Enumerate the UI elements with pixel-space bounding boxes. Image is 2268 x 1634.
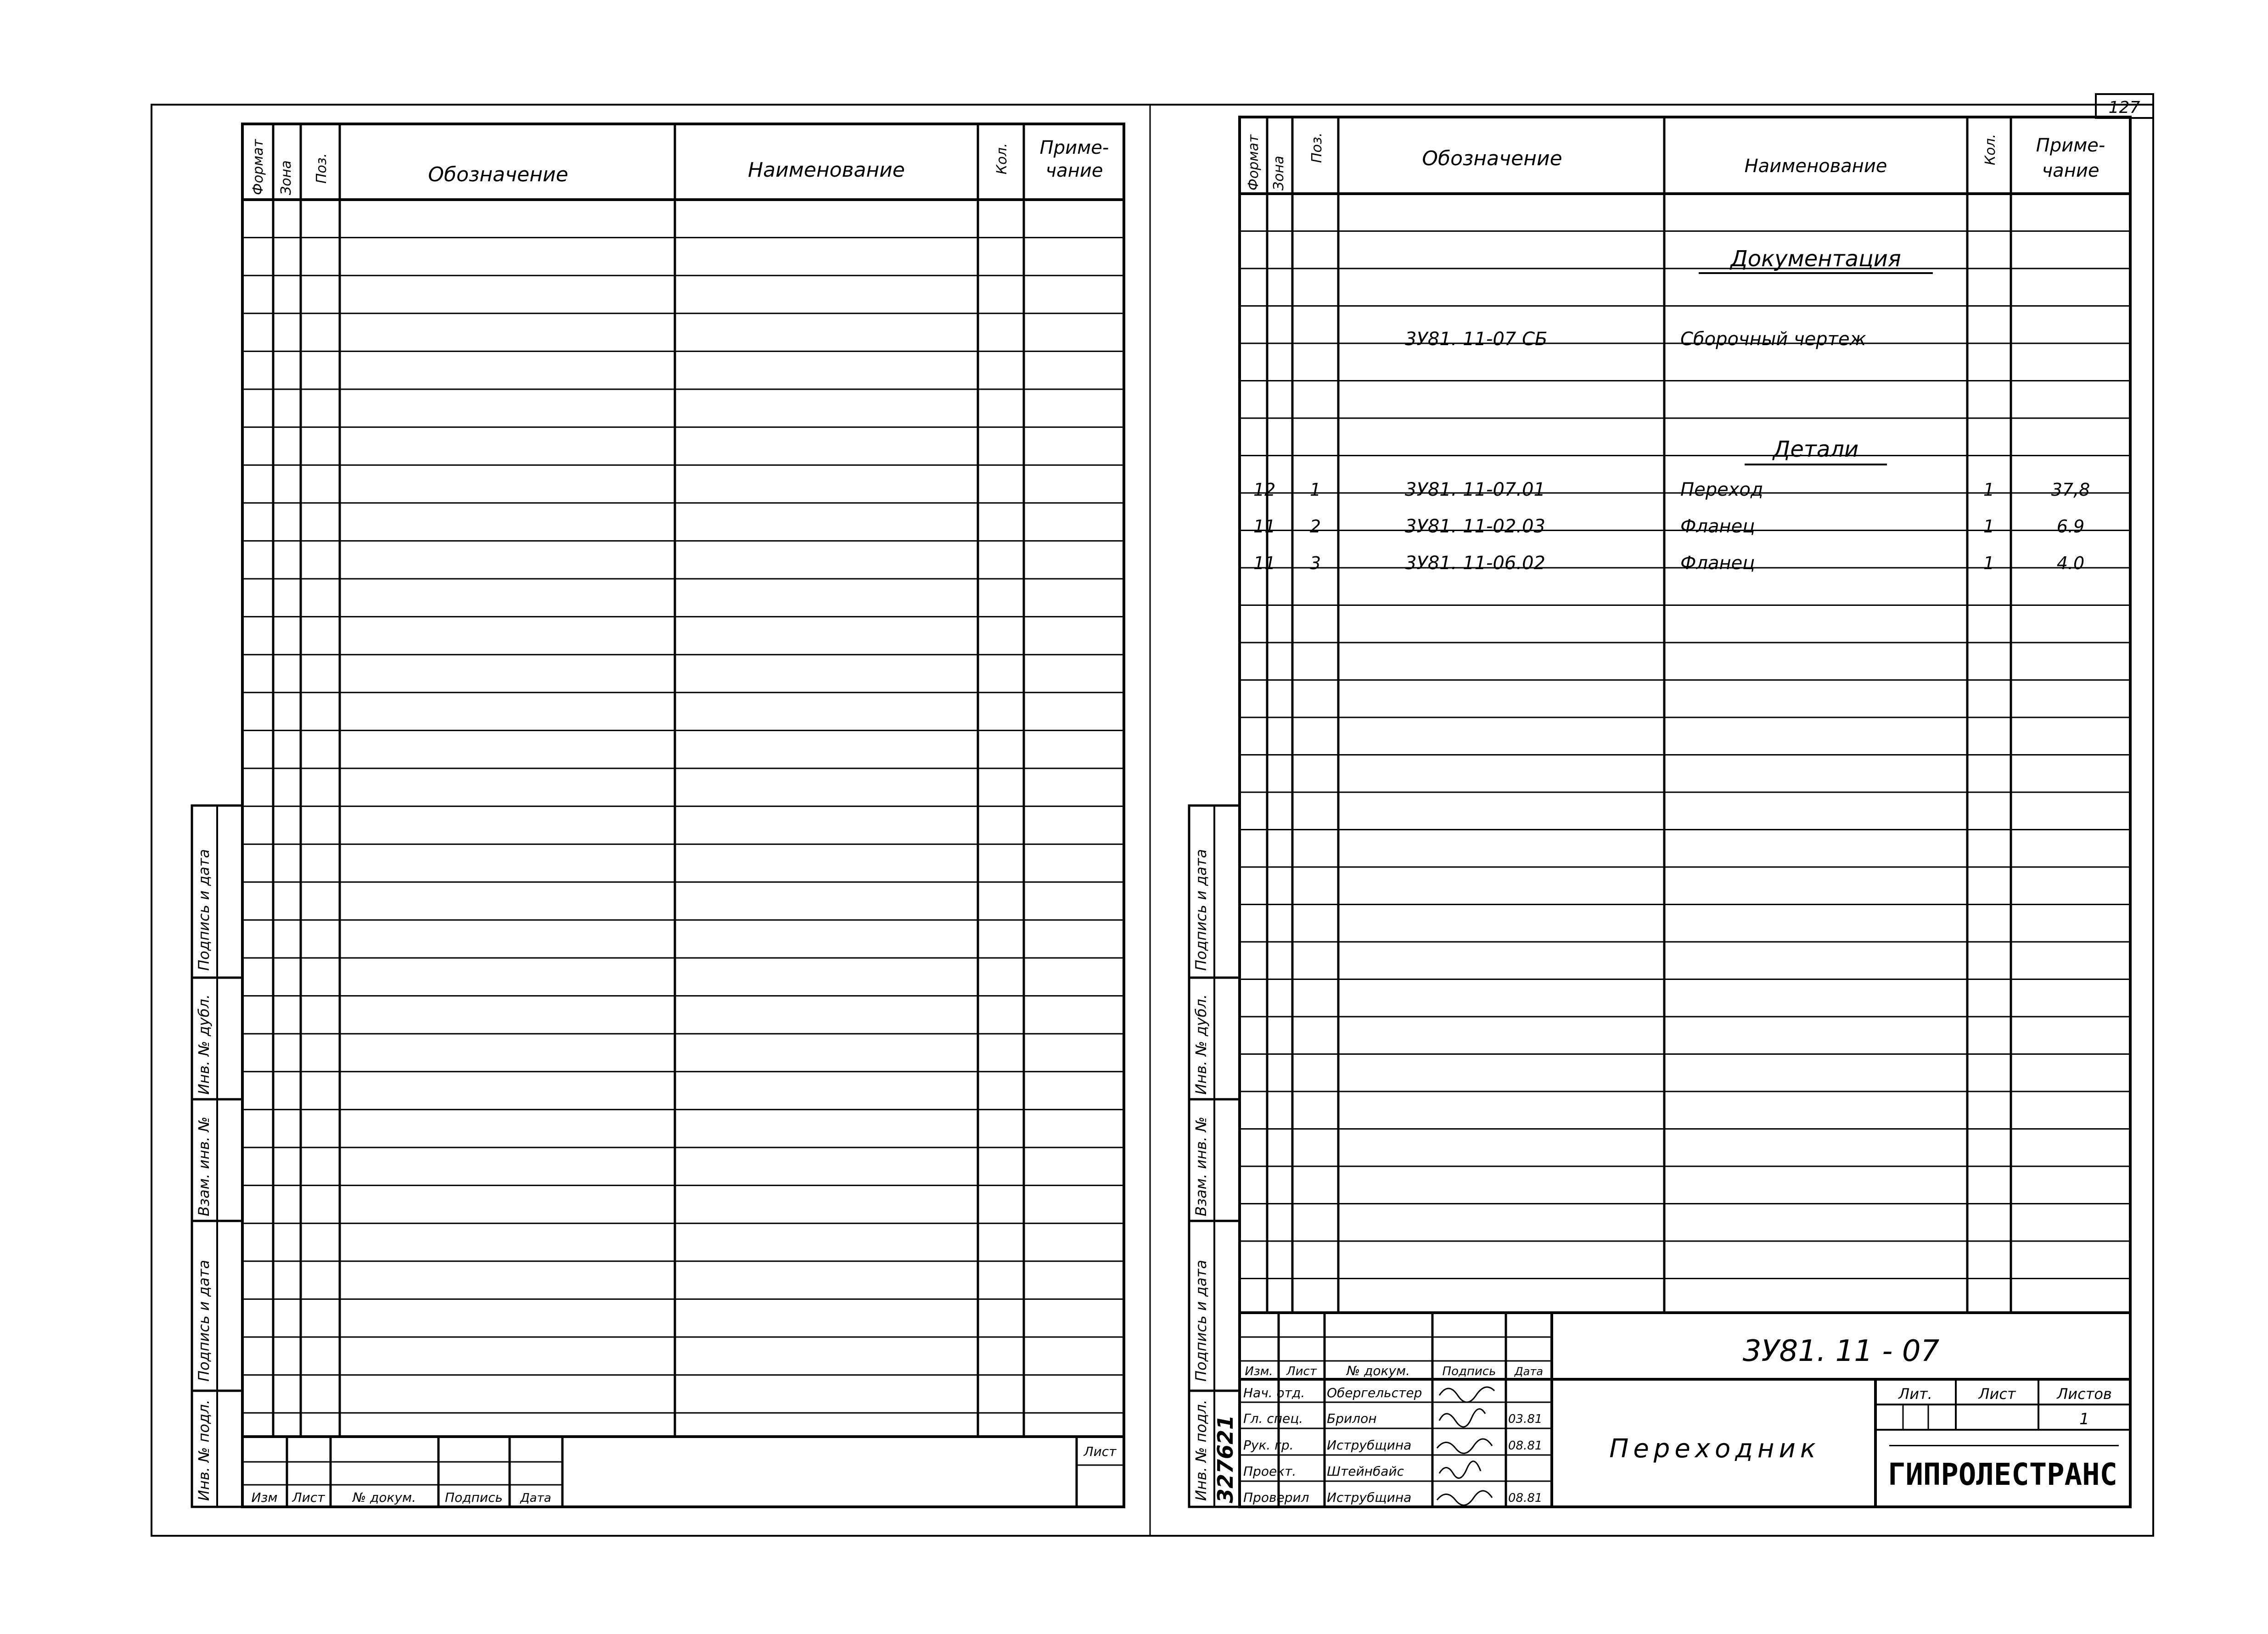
tb-lit-label: Лит. (1898, 1385, 1932, 1403)
right-header-designation: Обозначение (1422, 147, 1562, 170)
right-header-pos: Поз. (1309, 132, 1325, 163)
detail-name: Фланец (1680, 553, 1755, 574)
right-side-sign-date-2: Подпись и дата (1192, 1259, 1210, 1382)
right-side-inv-podl: Инв. № подл. (1192, 1399, 1210, 1501)
detail-pos: 2 (1309, 516, 1321, 537)
left-side-vzam-inv: Взам. инв. № (195, 1116, 213, 1216)
left-stamp-izm: Изм (251, 1490, 278, 1505)
left-stamp-sheet: Лист (1083, 1444, 1117, 1459)
detail-designation: 3У81. 11-02.03 (1405, 516, 1545, 537)
detail-name: Переход (1680, 479, 1763, 500)
section-details: Детали (1773, 436, 1859, 462)
right-spec-rows (1240, 231, 2130, 1279)
right-side-strip (1189, 806, 1240, 1507)
right-side-inv-dubl: Инв. № дубл. (1192, 994, 1210, 1095)
signature-mark (1439, 1461, 1481, 1478)
tb-list-label: Лист (1978, 1385, 2016, 1403)
signature-mark (1437, 1439, 1492, 1453)
tb-header-list: Лист (1286, 1365, 1317, 1378)
signer-date: 03.81 (1508, 1412, 1543, 1426)
detail-qty: 1 (1983, 516, 1995, 537)
right-sheet (1189, 117, 2130, 1507)
detail-row-3 (1253, 553, 2084, 574)
signer-date: 08.81 (1508, 1439, 1543, 1453)
left-stamp (242, 1437, 1124, 1507)
signer-role: Рук. гр. (1243, 1438, 1294, 1453)
page-number: 127 (2108, 98, 2140, 117)
organization-name: ГИПРОЛЕСТРАНС (1888, 1457, 2117, 1492)
left-header-note-1: Приме- (1039, 137, 1109, 158)
left-stamp-doc: № докум. (352, 1490, 416, 1505)
right-header-note-1: Приме- (2036, 135, 2105, 156)
title-block (1240, 1313, 2130, 1507)
signer-role: Нач. отд. (1243, 1385, 1305, 1400)
right-frame (1240, 117, 2130, 1507)
left-spec-columns (273, 124, 1024, 1437)
section-documentation: Документация (1730, 246, 1901, 272)
detail-row-1 (1253, 479, 2090, 500)
inventory-number: 327621 (1213, 1415, 1238, 1503)
tb-header-sign: Подпись (1442, 1365, 1496, 1378)
left-stamp-date: Дата (520, 1491, 551, 1505)
detail-format: 12 (1253, 480, 1276, 500)
signer-role: Проверил (1243, 1490, 1309, 1505)
signer-row-1 (1243, 1385, 1494, 1402)
signer-name: Иструбщина (1327, 1490, 1412, 1505)
detail-pos: 3 (1309, 553, 1321, 573)
right-side-sign-date-1: Подпись и дата (1192, 849, 1210, 971)
left-side-inv-podl: Инв. № подл. (195, 1399, 213, 1501)
signer-name: Иструбщина (1327, 1438, 1412, 1453)
left-header-note-2: чание (1045, 160, 1103, 181)
right-header-format: Формат (1246, 134, 1262, 190)
signature-mark (1439, 1409, 1485, 1427)
right-header-name: Наименование (1744, 156, 1887, 177)
tb-header-izm: Изм. (1245, 1365, 1273, 1378)
left-header-name: Наименование (748, 158, 905, 182)
tb-header-date: Дата (1514, 1365, 1544, 1378)
left-stamp-sign: Подпись (445, 1490, 503, 1505)
right-side-vzam-inv: Взам. инв. № (1192, 1116, 1210, 1216)
detail-note: 37,8 (2051, 480, 2090, 500)
left-side-sign-date-1: Подпись и дата (195, 849, 213, 971)
signer-date: 08.81 (1508, 1491, 1543, 1505)
signature-mark (1439, 1387, 1494, 1402)
detail-format: 11 (1253, 516, 1276, 537)
document-title: Переходник (1609, 1434, 1820, 1464)
tb-listov-label: Листов (2057, 1385, 2112, 1403)
left-header-pos: Поз. (314, 153, 330, 184)
signer-row-2 (1243, 1409, 1542, 1427)
signer-row-3 (1243, 1438, 1542, 1453)
document-code: 3У81. 11 - 07 (1742, 1334, 1940, 1368)
doc-row-name: Сборочный чертеж (1680, 329, 1866, 350)
signer-row-4 (1243, 1461, 1481, 1479)
signer-name: Обергельстер (1327, 1385, 1422, 1400)
detail-designation: 3У81. 11-06.02 (1405, 553, 1545, 574)
tb-header-doc: № докум. (1346, 1363, 1410, 1378)
detail-note: 6.9 (2056, 516, 2085, 537)
right-spec-columns (1267, 117, 2011, 1313)
left-stamp-list: Лист (292, 1490, 325, 1505)
detail-name: Фланец (1680, 516, 1755, 537)
detail-designation: 3У81. 11-07.01 (1405, 479, 1545, 500)
left-sheet (192, 124, 1124, 1507)
right-header-note-2: чание (2042, 160, 2100, 181)
doc-row-designation: 3У81. 11-07 СБ (1405, 329, 1548, 350)
signature-mark (1437, 1491, 1492, 1505)
detail-format: 11 (1253, 553, 1276, 573)
left-header-qty: Кол. (994, 143, 1010, 174)
signer-name: Штейнбайс (1327, 1464, 1404, 1479)
left-header-designation: Обозначение (428, 163, 568, 186)
left-header-format: Формат (250, 139, 266, 195)
right-header-qty: Кол. (1982, 134, 1999, 165)
page-number-box (2096, 94, 2153, 118)
detail-row-2 (1253, 516, 2084, 537)
left-side-strip (192, 806, 242, 1507)
detail-qty: 1 (1983, 553, 1995, 573)
signer-role: Проект. (1243, 1464, 1297, 1479)
signer-name: Брилон (1327, 1411, 1377, 1426)
page-outline (152, 105, 2153, 1536)
signer-role: Гл. спец. (1243, 1411, 1303, 1426)
detail-pos: 1 (1309, 480, 1321, 500)
tb-listov-value: 1 (2079, 1410, 2089, 1428)
detail-qty: 1 (1983, 480, 1995, 500)
left-header-zone: Зона (278, 160, 294, 195)
left-side-inv-dubl: Инв. № дубл. (195, 994, 213, 1095)
signer-row-5 (1243, 1490, 1542, 1505)
right-header-zone: Зона (1271, 156, 1287, 190)
left-side-sign-date-2: Подпись и дата (195, 1259, 213, 1382)
left-spec-rows (242, 238, 1124, 1413)
detail-note: 4.0 (2056, 553, 2085, 573)
